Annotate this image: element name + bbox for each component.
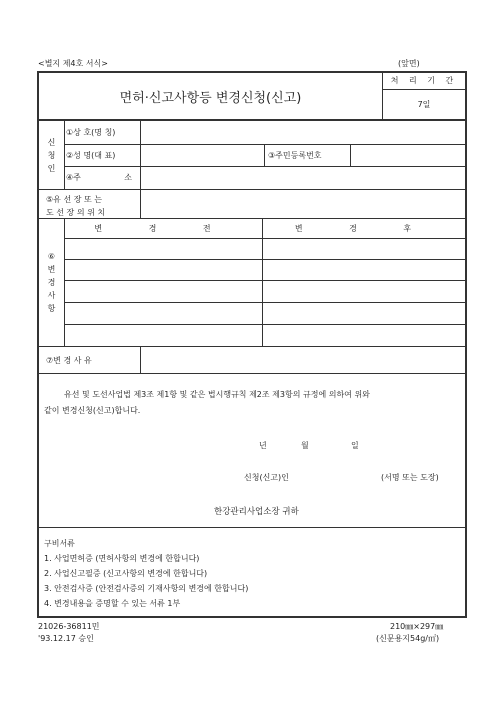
location-label-line: 도 선 장 의 위 치 xyxy=(46,208,106,217)
after-header-text: 변 경 후 xyxy=(294,224,434,233)
before-field[interactable] xyxy=(65,325,262,346)
before-header xyxy=(65,219,262,238)
paper-size: 210㎜×297㎜ xyxy=(390,622,444,631)
applicant-section-label xyxy=(39,121,64,189)
before-field[interactable] xyxy=(65,303,262,324)
changes-section-label xyxy=(39,218,64,346)
required-document-item: 4. 변경내용을 증명할 수 있는 서류 1부 xyxy=(44,599,181,608)
address-label-end: 소 xyxy=(124,173,132,182)
resident-number-field[interactable] xyxy=(351,145,465,166)
address-label xyxy=(66,166,140,189)
address-label-start: ④주 xyxy=(66,173,81,182)
changes-label-char: 경 xyxy=(47,277,56,287)
change-reason-label: ⑦변 경 사 유 xyxy=(46,355,92,365)
form-code: 21026-36811민 xyxy=(38,622,100,631)
row-line xyxy=(37,527,467,528)
required-document-item: 3. 안전검사증 (안전검사증의 기재사항의 변경에 한합니다) xyxy=(44,584,249,593)
before-header-text: 변 경 전 xyxy=(94,224,233,233)
name-divider xyxy=(264,144,265,166)
before-field[interactable] xyxy=(65,239,262,259)
after-field[interactable] xyxy=(263,281,465,302)
date-year-label: 년 xyxy=(259,441,267,450)
required-document-item: 1. 사업면허증 (면허사항의 변경에 한합니다) xyxy=(44,554,200,563)
changes-label-char: 항 xyxy=(47,303,56,313)
changes-label-char: 사 xyxy=(47,290,56,300)
form-title-box xyxy=(39,73,382,119)
row-line xyxy=(37,373,467,374)
statement-line-1: 유선 및 도선사업법 제3조 제1항 및 같은 법시행규칙 제2조 제3항의 규정에 의하여 위와 xyxy=(64,390,370,399)
approval-date: '93.12.17 승인 xyxy=(38,634,94,643)
form-title: 면허·신고사항등 변경신청(신고) xyxy=(119,90,302,106)
resident-number-label: ③주민등록번호 xyxy=(268,150,322,160)
after-header xyxy=(263,219,465,238)
changes-label-char: ⑥ xyxy=(47,251,56,261)
applicant-label-char: 신 xyxy=(47,137,56,147)
required-documents-heading: 구비서류 xyxy=(44,539,75,548)
applicant-label-char: 인 xyxy=(47,163,56,173)
changes-label-char: 변 xyxy=(47,264,56,274)
address-field[interactable] xyxy=(141,167,465,189)
statement-line-2: 같이 변경신청(신고)합니다. xyxy=(44,406,141,415)
location-label xyxy=(46,193,105,219)
trade-name-label: ①상 호(명 칭) xyxy=(66,128,116,137)
frame-bottom xyxy=(37,616,467,618)
required-document-item: 2. 사업신고필증 (신고사항의 변경에 한합니다) xyxy=(44,569,208,578)
frame-right xyxy=(465,71,467,618)
before-field[interactable] xyxy=(65,260,262,280)
after-field[interactable] xyxy=(263,260,465,280)
processing-period-label xyxy=(383,72,465,89)
applicant-signature-label: 신청(신고)인 xyxy=(244,473,289,482)
form-number: <별지 제4호 서식> xyxy=(38,59,108,68)
after-field[interactable] xyxy=(263,325,465,346)
signature-or-seal: (서명 또는 도장) xyxy=(381,473,439,482)
change-reason-field[interactable] xyxy=(141,347,465,373)
applicant-label-char: 청 xyxy=(47,150,56,160)
before-field[interactable] xyxy=(65,281,262,302)
paper-type: (신문용지54g/㎡) xyxy=(376,634,440,643)
addressee: 한강관리사업소장 귀하 xyxy=(214,507,299,517)
after-field[interactable] xyxy=(263,239,465,259)
date-month-label: 월 xyxy=(301,441,309,450)
date-day-label: 일 xyxy=(351,441,359,450)
processing-period-label-text: 처 리 기 간 xyxy=(390,76,458,85)
location-field[interactable] xyxy=(141,190,465,218)
representative-name-field[interactable] xyxy=(141,145,264,166)
applicant-label-divider xyxy=(64,121,65,189)
representative-name-label: ②성 명(대 표) xyxy=(66,150,116,160)
location-label-line: ⑤유 선 장 또 는 xyxy=(46,195,102,204)
page-side-label: (앞면) xyxy=(398,59,420,68)
processing-period-value: 7일 xyxy=(417,100,431,109)
trade-name-field[interactable] xyxy=(141,121,465,144)
after-field[interactable] xyxy=(263,303,465,324)
